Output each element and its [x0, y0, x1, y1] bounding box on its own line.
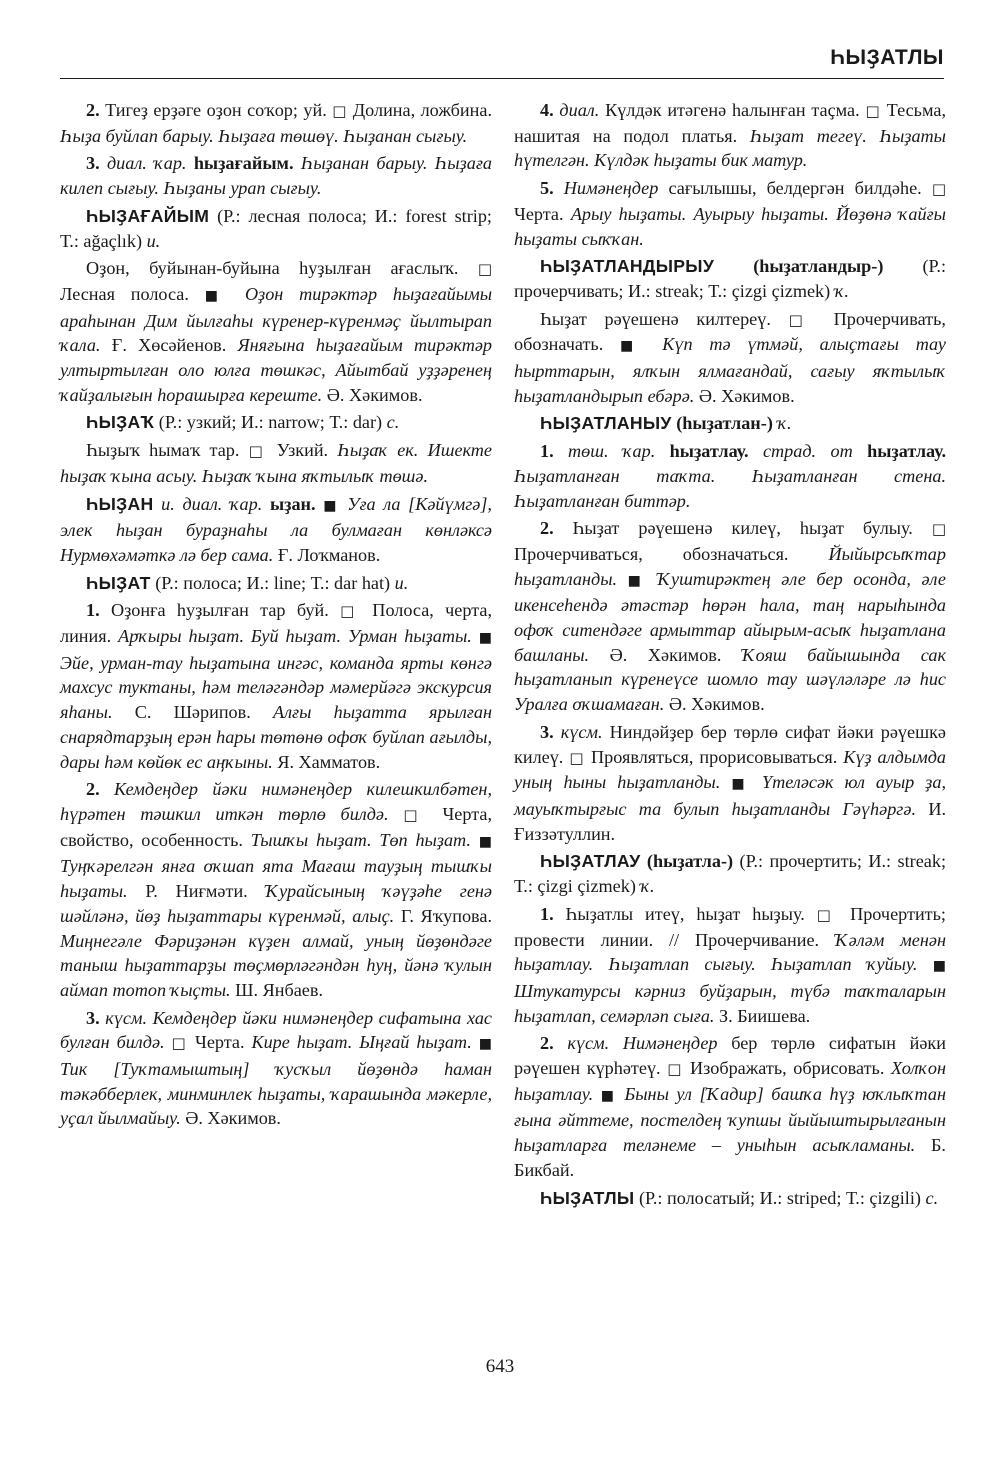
entry-headline: ҺЫҘАТЛАУ (һыҙатла-) (Р.: прочертить; И.: streak; Т.: çizgi çizmek) ҡ.	[514, 851, 946, 897]
headword: ҺЫҘАТЛЫ	[540, 1187, 635, 1208]
sense-paragraph: Оҙон, буйынан-буйына һуҙылған ағаслыҡ. □ Лесная полоса. ■ Оҙон тирәктәр һыҙағайымы араһынан Дим йылғаһы күренер-күренмәҫ йылтырап ҡала. Ғ. Хөсәйенов. Яняғына һыҙағайым тирәктәр ултыртылған оло юлға төшкәс, Айытбай уҙҙәренең ҡайҙалығын һорашырға кереште. Ә. Хәкимов.	[60, 258, 493, 405]
sense-paragraph: 2. Тигеҙ ерҙәге оҙон соҡор; уй. □ Долина, ложбина. Һыҙа буйлап барыу. Һыҙаға төшөү. Һыҙанан сығыу.	[60, 100, 492, 146]
headword: ҺЫҘАТЛАУ	[540, 851, 641, 872]
sense-paragraph: 2. Һыҙат рәүешенә килеү, һыҙат булыу. □ Прочерчиваться, обозначаться. Йыйырсыҡтар һыҙатланды. ■ Ҡуштирәктең әле бер осонда, әле икенсеһендә әтәстәр һөрән һала, таң нарыһында офоҡ ситендәге армыттар айырым-асыҡ һыҙатлана башланы. Ә. Хәкимов. Ҡояш байышында сак һыҙатланып күренеүсе шомло тау шәүләләре лә һис Уралға оҡшамаған. Ә. Хәкимов.	[514, 518, 946, 715]
headword: ҺЫҘАН	[86, 493, 154, 514]
example-marker-icon: ■	[204, 287, 230, 304]
russian-gloss-marker-icon: □	[931, 180, 946, 199]
headword: ҺЫҘАТ	[86, 572, 151, 593]
entry-headline: ҺЫҘАТЛЫ (Р.: полосатый; И.: striped; Т.: çizgili) с.	[540, 1187, 939, 1208]
headword: ҺЫҘАТЛАНЫУ	[540, 413, 672, 434]
page-number: 643	[485, 1356, 515, 1377]
sense-paragraph: Һыҙат рәүешенә килтереү. □ Прочерчивать, обозначать. ■ Күп тә үтмәй, алыҫтағы тау һырттарын, ялҡын ялмағандай, сағыу яҡтылыҡ һыҙатландырып ебәрә. Ә. Хәкимов.	[514, 308, 946, 406]
example-marker-icon: ■	[731, 776, 752, 793]
sense-paragraph: 1. Оҙонға һуҙылған тар буй. □ Полоса, черта, линия. Арҡыры һыҙат. Буй һыҙат. Урман һыҙаты. ■ Эйе, урман-тау һыҙатына ингәс, команда ярты көнгә махсус туктаны, һәм теләгәндәр мәмерйәгә экскурсия яһаны. С. Шәрипов. Алғы һыҙатта ярылған снарядтарҙың ерән һары төтөнө офоҡ буйлап ағылды, дары һәм көйөк ес аңҡыны. Я. Хамматов.	[60, 600, 492, 772]
right-column	[514, 98, 946, 1213]
russian-gloss-marker-icon: □	[171, 1034, 189, 1053]
russian-gloss-marker-icon: □	[788, 310, 816, 329]
sense-paragraph: 3. күсм. Кемдеңдер йәки нимәнеңдер сифатына хас булған билдә. □ Черта. Кире һыҙат. Ыңғай һыҙат. ■ Тик [Туҡтамыштың] ҡусҡыл йөҙөндә һаман тәкәбберлек, минминлек һыҙаты, ҡарашында мәкерле, уҫал йылмайыу. Ә. Хәкимов.	[60, 1007, 492, 1129]
example-marker-icon: ■	[932, 958, 946, 975]
example-marker-icon: ■	[620, 338, 646, 355]
russian-gloss-marker-icon: □	[816, 905, 839, 924]
russian-gloss-marker-icon: □	[248, 442, 268, 461]
russian-gloss-marker-icon: □	[477, 260, 492, 279]
example-marker-icon: ■	[478, 833, 492, 850]
sense-paragraph: Һыҙыҡ һымаҡ тар. □ Узкий. Һыҙаҡ ек. Ишекте һыҙаҡ ҡына асыу. Һыҙаҡ ҡына яҡтылыҡ төшә.	[60, 440, 492, 486]
running-headword: ҺЫҘАТЛЫ	[830, 46, 944, 69]
russian-gloss-marker-icon: □	[931, 520, 946, 539]
example-marker-icon: ■	[478, 1036, 492, 1053]
sense-paragraph: 4. диал. Күлдәк итәгенә һалынған таҫма. □ Тесьма, нашитая на подол платья. Һыҙат тегеү. Һыҙаты һүтелгән. Күлдәк һыҙаты бик матур.	[514, 100, 946, 171]
headword: ҺЫҘАҠ	[86, 412, 155, 433]
russian-gloss-marker-icon: □	[667, 1060, 684, 1079]
sense-paragraph: 1. Һыҙатлы итеү, һыҙат һыҙыу. □ Прочертить; провести линии. // Прочерчивание. Ҡәләм менән һыҙатлау. Һыҙатлап сығыу. Һыҙатлап ҡуйыу. ■ Штукатурсы кәрниз буйҙарын, түбә таҡталарын һыҙатлап, семәрләп сыға. З. Биишева.	[514, 903, 946, 1026]
sense-paragraph: 2. күсм. Нимәнеңдер бер төрлө сифатын йәки рәүешен күрһәтеү. □ Изображать, обрисовать. Холҡон һыҙатлау. ■ Быны ул [Ҡадир] башҡа һүҙ юҡлыҡтан ғына әйттеме, постелдең ҡупшы йыйыштырылғанын һыҙатларға теләнеме – уныһын асыҡламаны. Б. Бикбай.	[514, 1033, 946, 1180]
sense-paragraph: 5. Нимәнеңдер сағылышы, белдергән билдәһе. □ Черта. Арыу һыҙаты. Ауырыу һыҙаты. Йөҙөнә ҡайғы һыҙаты сыҡҡан.	[514, 178, 947, 249]
entry-headline: ҺЫҘАН и. диал. ҡар. ыҙан. ■ Уға ла [Кәйүмгә], элек һыҙан бураҙнаһы ла булмаған көнләксә Нурмөхәмәткә лә бер сама. Ғ. Лоҡманов.	[60, 493, 492, 565]
sense-paragraph: 3. диал. ҡар. һыҙағайым. Һыҙанан барыу. Һыҙаға килеп сығыу. Һыҙаны урап сығыу.	[60, 153, 493, 199]
example-marker-icon: ■	[600, 1087, 617, 1104]
entry-headline: ҺЫҘАҒАЙЫМ (Р.: лесная полоса; И.: forest strip; Т.: ağaçlık) и.	[60, 205, 492, 251]
example-marker-icon: ■	[478, 630, 492, 647]
example-marker-icon: ■	[323, 497, 340, 514]
entry-headline: ҺЫҘАТЛАНДЫРЫУ (һыҙатландыр-) (Р.: прочерчивать; И.: streak; Т.: çizgi çizmek) ҡ.	[514, 256, 946, 301]
headword: ҺЫҘАТЛАНДЫРЫУ	[540, 256, 715, 277]
sense-paragraph: 1. төш. ҡар. һыҙатлау. страд. от һыҙатлау. Һыҙатланған таҡта. Һыҙатланған стена. Һыҙатланған биттәр.	[514, 441, 947, 511]
entry-headline: ҺЫҘАТЛАНЫУ (һыҙатлан-) ҡ.	[540, 413, 792, 434]
running-header	[60, 40, 944, 79]
sense-paragraph: 3. күсм. Ниндәйҙер бер төрлө сифат йәки рәүешкә килеү. □ Проявляться, прорисовываться. Күҙ алдымда уның һыны һыҙатланды. ■ Үтеләсәк юл ауыр ҙа, мауыҡтырғыс та булып һыҙатланды Гәүһәргә. И. Ғиззәтуллин.	[514, 721, 947, 844]
russian-gloss-marker-icon: □	[340, 602, 361, 621]
entry-headline: ҺЫҘАТ (Р.: полоса; И.: line; Т.: dar hat) и.	[86, 572, 409, 593]
left-column	[60, 98, 492, 1134]
sense-paragraph: 2. Кемдеңдер йәки нимәнеңдер килешкилбәтен, һүрәтен тәшкил иткән төрлө билдә. □ Черта, свойство, особенность. Тышҡы һыҙат. Төп һыҙат. ■ Туңҡәрелгән янға оҡшап ята Мағаш тауҙың тышҡы һыҙаты. Р. Ниғмәти. Ҡурайсының ҡәүҙәһе генә шәйләнә, йөҙ һыҙаттары күренмәй, алыҫ. Г. Яҡупова. Миңнегәле Фәриҙәнән күҙен алмай, уның йөҙөндәге таныш һыҙаттарҙы төҫмөрләгәндән һуң, йәнә ҡулын аймап тотоп ҡыҫты. Ш. Янбаев.	[60, 779, 493, 1000]
headword: ҺЫҘАҒАЙЫМ	[86, 205, 210, 226]
russian-gloss-marker-icon: □	[332, 102, 348, 120]
russian-gloss-marker-icon: □	[569, 748, 586, 767]
example-marker-icon: ■	[627, 572, 647, 589]
russian-gloss-marker-icon: □	[865, 102, 881, 120]
russian-gloss-marker-icon: □	[403, 805, 428, 824]
entry-headline: ҺЫҘАҠ (Р.: узкий; И.: narrow; Т.: dar) с.	[86, 412, 400, 433]
